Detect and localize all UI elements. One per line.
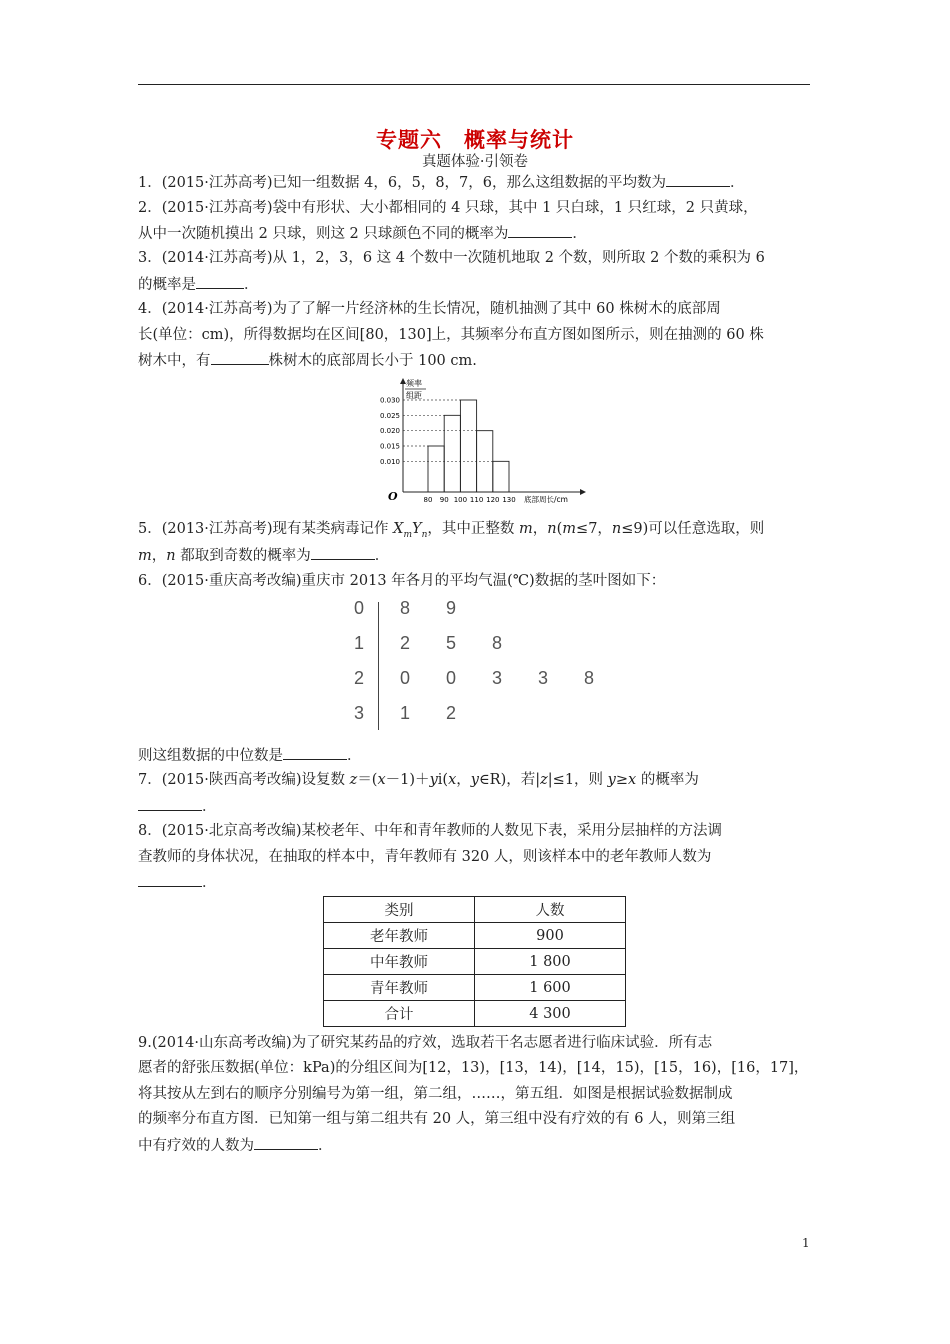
table-cell: 老年教师 — [324, 923, 475, 949]
stem-value: 0 — [354, 598, 365, 618]
x-tick-label: 110 — [469, 496, 484, 504]
histogram-bar — [428, 446, 444, 492]
stem-divider — [378, 602, 379, 730]
page-title: 专题六 概率与统计 — [376, 127, 574, 152]
table-cell: 1 800 — [475, 949, 626, 975]
histogram-bar — [493, 461, 509, 492]
question-3-line-2: 的概率是 ． — [138, 274, 259, 295]
stem-value: 2 — [354, 668, 365, 688]
table-header-row — [324, 897, 626, 923]
table-row — [324, 949, 626, 975]
page-number: 1 — [802, 1236, 810, 1250]
x-tick-label: 120 — [486, 496, 500, 504]
question-4-line-2: 长(单位：cm)，所得数据均在区间[80，130]上，其频率分布直方图如图所示，则在抽测的 60 株 — [138, 327, 764, 343]
question-2-line-2: 从中一次随机摸出 2 只球，则这 2 只球颜色不同的概率为 ． — [138, 223, 587, 244]
question-8-line-1: 8．(2015·北京高考改编)某校老年、中年和青年教师的人数见下表，采用分层抽样的方法调 — [138, 823, 723, 839]
question-8-line-2: 查教师的身体状况，在抽取的样本中，青年教师有 320 人，则该样本中的老年教师人数为 — [138, 849, 712, 865]
question-4-line-3: 树木中，有 株树木的底部周长小于 100 cm. — [138, 350, 477, 371]
leaf-value: 1 — [400, 703, 411, 723]
teacher-table — [323, 896, 626, 1027]
origin-label: O — [388, 490, 398, 503]
header-rule — [138, 84, 810, 85]
leaf-value: 3 — [538, 668, 549, 688]
table-header-count: 人数 — [475, 897, 626, 923]
table-cell: 中年教师 — [324, 949, 475, 975]
x-tick-label: 80 — [423, 496, 433, 504]
y-tick-label: 0.010 — [379, 457, 400, 466]
y-tick-label: 0.015 — [379, 442, 400, 451]
x-tick-label: 130 — [502, 496, 516, 504]
page-subtitle: 真题体验·引领卷 — [421, 154, 529, 170]
y-label-bottom: 组距 — [406, 391, 422, 400]
question-8-line-3: ． — [138, 872, 217, 893]
leaf-value: 2 — [400, 633, 411, 653]
table-header-category: 类别 — [324, 897, 475, 923]
y-tick-label: 0.030 — [379, 396, 400, 405]
question-1: 1．(2015·江苏高考)已知一组数据 4，6，5，8，7，6，那么这组数据的平均数为 ． — [138, 172, 745, 193]
question-4-line-1: 4．(2014·江苏高考)为了了解一片经济林的生长情况，随机抽测了其中 60 株树木的底部周 — [138, 301, 721, 317]
question-6-answer-line: 则这组数据的中位数是 ． — [138, 745, 362, 766]
stem-value: 1 — [354, 633, 365, 653]
leaf-value: 8 — [492, 633, 503, 653]
leaf-value: 9 — [446, 598, 457, 618]
table-cell: 青年教师 — [324, 975, 475, 1001]
table-cell: 合计 — [324, 1001, 475, 1027]
y-tick-label: 0.020 — [379, 427, 400, 436]
x-axis-label: 底部周长/cm — [524, 495, 568, 504]
question-9-line-2: 愿者的舒张压数据(单位：kPa)的分组区间为[12，13)，[13，14)，[14，15)，[15，16)，[16，17]， — [138, 1060, 809, 1076]
table-cell: 1 600 — [475, 975, 626, 1001]
leaf-value: 8 — [584, 668, 595, 688]
question-2-line-1: 2．(2015·江苏高考)袋中有形状、大小都相同的 4 只球，其中 1 只白球，1 只红球，2 只黄球， — [138, 200, 758, 216]
histogram-bar — [444, 415, 460, 492]
x-tick-label: 100 — [453, 496, 468, 504]
leaf-value: 8 — [400, 598, 411, 618]
question-6: 6．(2015·重庆高考改编)重庆市 2013 年各月的平均气温(℃)数据的茎叶图如下： — [138, 573, 666, 589]
histogram-bar — [460, 400, 476, 492]
question-5-line-2: m，n 都取到奇数的概率为 ． — [138, 545, 389, 566]
table-row — [324, 923, 626, 949]
leaf-value: 0 — [446, 668, 457, 688]
leaf-value: 3 — [492, 668, 503, 688]
table-row — [324, 975, 626, 1001]
question-3-line-1: 3．(2014·江苏高考)从 1，2，3，6 这 4 个数中一次随机地取 2 个数，则所取 2 个数的乘积为 6 — [138, 250, 765, 266]
question-9-line-5: 中有疗效的人数为 ． — [138, 1135, 333, 1156]
leaf-value: 2 — [446, 703, 457, 723]
y-label-top: 频率 — [406, 379, 422, 388]
y-tick-label: 0.025 — [379, 411, 400, 420]
leaf-value: 0 — [400, 668, 411, 688]
table-cell: 4 300 — [475, 1001, 626, 1027]
question-9-line-3: 将其按从左到右的顺序分别编号为第一组，第二组，……，第五组．如图是根据试验数据制成 — [138, 1086, 733, 1102]
x-tick-label: 90 — [439, 496, 449, 504]
stem-value: 3 — [354, 703, 365, 723]
table-cell: 900 — [475, 923, 626, 949]
question-7-line-1: 7．(2015·陕西高考改编)设复数 z＝(x－1)＋yi(x，y∈R)，若|z|≤1，则 y≥x 的概率为 — [138, 772, 699, 788]
question-9-line-4: 的频率分布直方图．已知第一组与第二组共有 20 人，第三组中没有疗效的有 6 人，则第三组 — [138, 1111, 736, 1127]
table-row — [324, 1001, 626, 1027]
question-5-line-1: 5．(2013·江苏高考)现有某类病毒记作 $X_mY_n$，其中正整数 m，n(m≤7，n≤9)可以任意选取，则 — [138, 521, 765, 540]
frequency-histogram — [378, 376, 608, 506]
question-9-line-1: 9.(2014·山东高考改编)为了研究某药品的疗效，选取若干名志愿者进行临床试验．所有志 — [138, 1035, 713, 1051]
leaf-value: 5 — [446, 633, 457, 653]
question-7-line-2: ． — [138, 796, 217, 817]
